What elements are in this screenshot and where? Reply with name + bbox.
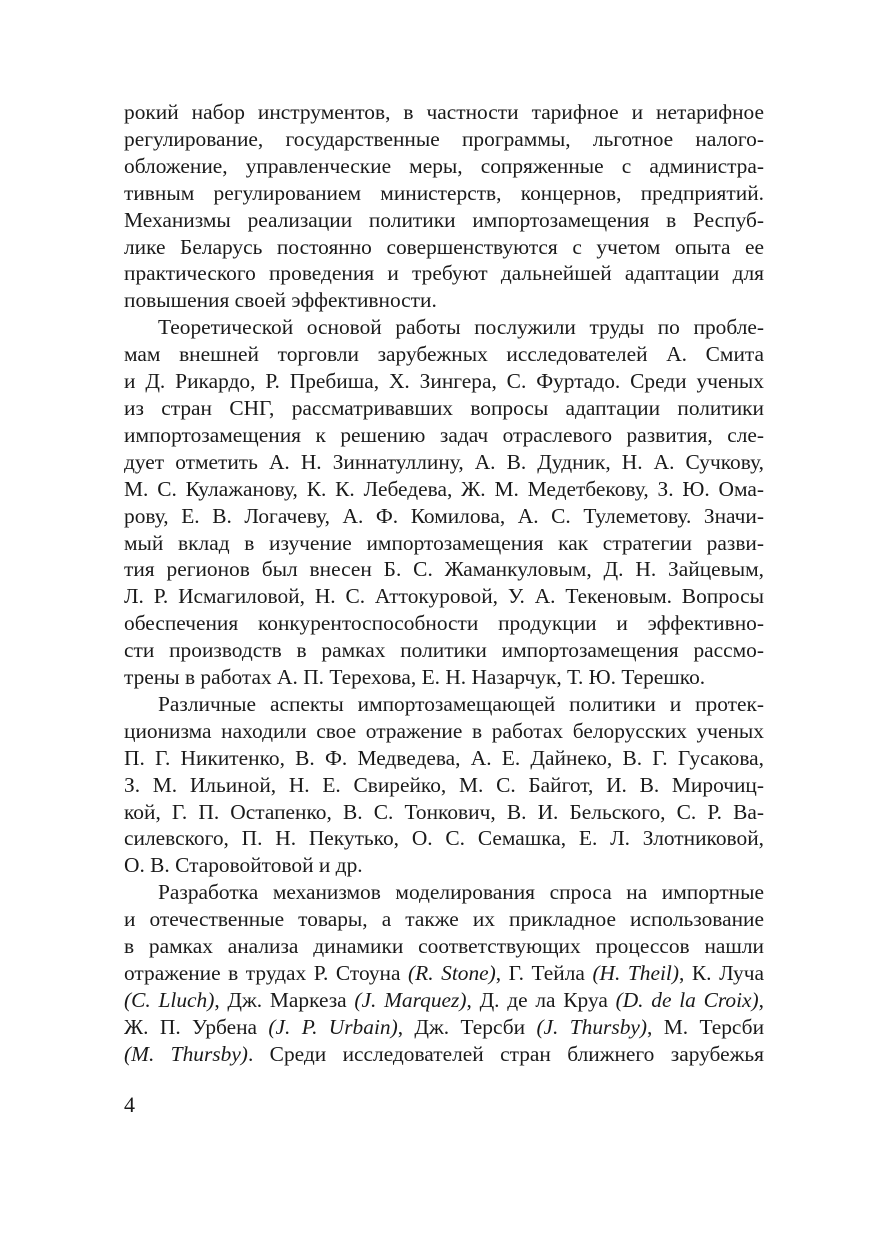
text-line: и отечественные товары, а также их прикладное использование xyxy=(124,907,764,932)
paragraph-4 xyxy=(124,879,764,1067)
text-line xyxy=(124,987,764,1014)
text-line: регулирование, государственные программы, льготное налого- xyxy=(124,126,764,151)
text-line: Теоретической основой работы послужили труды по пробле- xyxy=(158,315,764,340)
text-run: отражение в трудах Р. Стоуна xyxy=(124,961,409,985)
paragraph-2 xyxy=(124,314,764,691)
text-line: импортозамещения к решению задач отраслевого развития, сле- xyxy=(124,422,764,447)
text-line: сти производств в рамках политики импортозамещения рассмо- xyxy=(124,638,764,663)
italic-citation: (J. Thursby) xyxy=(536,1014,648,1039)
text-line: П. Г. Никитенко, В. Ф. Медведева, А. Е. Дайнеко, В. Г. Гусакова, xyxy=(124,745,764,770)
text-run: Ж. П. Урбена xyxy=(124,1014,269,1039)
page-body xyxy=(124,99,764,1068)
text-line xyxy=(124,1014,764,1041)
text-line xyxy=(124,960,764,987)
text-line: О. В. Старовойтовой и др. xyxy=(124,853,363,878)
italic-citation: (M. Thursby) xyxy=(124,1041,248,1066)
text-line: тия регионов был внесен Б. С. Жаманкуловым, Д. Н. Зайцевым, xyxy=(124,557,764,582)
text-line xyxy=(124,1041,764,1068)
text-run: , М. Терсби xyxy=(647,1014,765,1039)
text-line: практического проведения и требуют дальнейшей адаптации для xyxy=(124,261,764,286)
italic-citation: (J. Marquez) xyxy=(354,987,467,1012)
text-line: Механизмы реализации политики импортозамещения в Респуб- xyxy=(124,207,764,232)
text-line: трены в работах А. П. Терехова, Е. Н. Назарчук, Т. Ю. Терешко. xyxy=(124,665,706,690)
text-line: З. М. Ильиной, Н. Е. Свирейко, М. С. Байгот, И. В. Мирочиц- xyxy=(124,772,764,797)
italic-citation: (C. Lluch) xyxy=(124,987,215,1012)
text-line: дует отметить А. Н. Зиннатуллину, А. В. Дудник, Н. А. Сучкову, xyxy=(124,449,764,474)
text-line: ционизма находили свое отражение в работах белорусских ученых xyxy=(124,718,764,743)
text-line: М. С. Кулажанову, К. К. Лебедева, Ж. М. Медетбекову, З. Ю. Ома- xyxy=(124,476,764,501)
text-line: и Д. Рикардо, Р. Пребиша, Х. Зингера, С. Фуртадо. Среди ученых xyxy=(124,369,764,394)
text-line: в рамках анализа динамики соответствующих процессов нашли xyxy=(124,934,764,959)
text-run: , К. Луча xyxy=(679,961,764,985)
text-run: , Дж. Маркеза xyxy=(214,987,355,1012)
italic-citation: (D. de la Croix) xyxy=(615,987,759,1012)
text-line: лике Беларусь постоянно совершенствуются с учетом опыта ее xyxy=(124,234,764,259)
text-line: Различные аспекты импортозамещающей политики и протек- xyxy=(158,691,764,716)
page-number: 4 xyxy=(124,1092,135,1117)
text-run: , Дж. Терсби xyxy=(397,1014,537,1039)
text-line: Разработка механизмов моделирования спроса на импортные xyxy=(158,880,764,905)
text-line: обложение, управленческие меры, сопряженные с администра- xyxy=(124,153,764,178)
italic-citation: (H. Theil) xyxy=(592,961,680,985)
text-line: тивным регулированием министерств, концернов, предприятий. xyxy=(124,180,764,205)
text-line: повышения своей эффективности. xyxy=(124,288,437,313)
text-line: силевского, П. Н. Пекутько, О. С. Семашка, Е. Л. Злотниковой, xyxy=(124,826,764,851)
text-line: из стран СНГ, рассматривавших вопросы адаптации политики xyxy=(124,395,764,420)
text-line: обеспечения конкурентоспособности продукции и эффективно- xyxy=(124,611,764,636)
paragraph-1 xyxy=(124,99,764,314)
italic-citation: (J. P. Urbain) xyxy=(268,1014,398,1039)
text-line: мый вклад в изучение импортозамещения как стратегии разви- xyxy=(124,530,764,555)
text-line: рокий набор инструментов, в частности тарифное и нетарифное xyxy=(124,100,764,124)
italic-citation: (R. Stone) xyxy=(408,961,496,985)
text-run: , xyxy=(758,987,764,1012)
text-run: . Среди исследователей стран ближнего зарубежья xyxy=(247,1041,764,1066)
text-line: мам внешней торговли зарубежных исследователей А. Смита xyxy=(124,342,764,367)
paragraph-3 xyxy=(124,691,764,879)
text-line: рову, Е. В. Логачеву, А. Ф. Комилова, А. С. Тулеметову. Значи- xyxy=(124,503,764,528)
text-line: Л. Р. Исмагиловой, Н. С. Аттокуровой, У. А. Текеновым. Вопросы xyxy=(124,584,764,609)
text-run: , Г. Тейла xyxy=(495,961,593,985)
text-run: , Д. де ла Круа xyxy=(466,987,616,1012)
text-line: кой, Г. П. Остапенко, В. С. Тонкович, В. И. Бельского, С. Р. Ва- xyxy=(124,799,764,824)
